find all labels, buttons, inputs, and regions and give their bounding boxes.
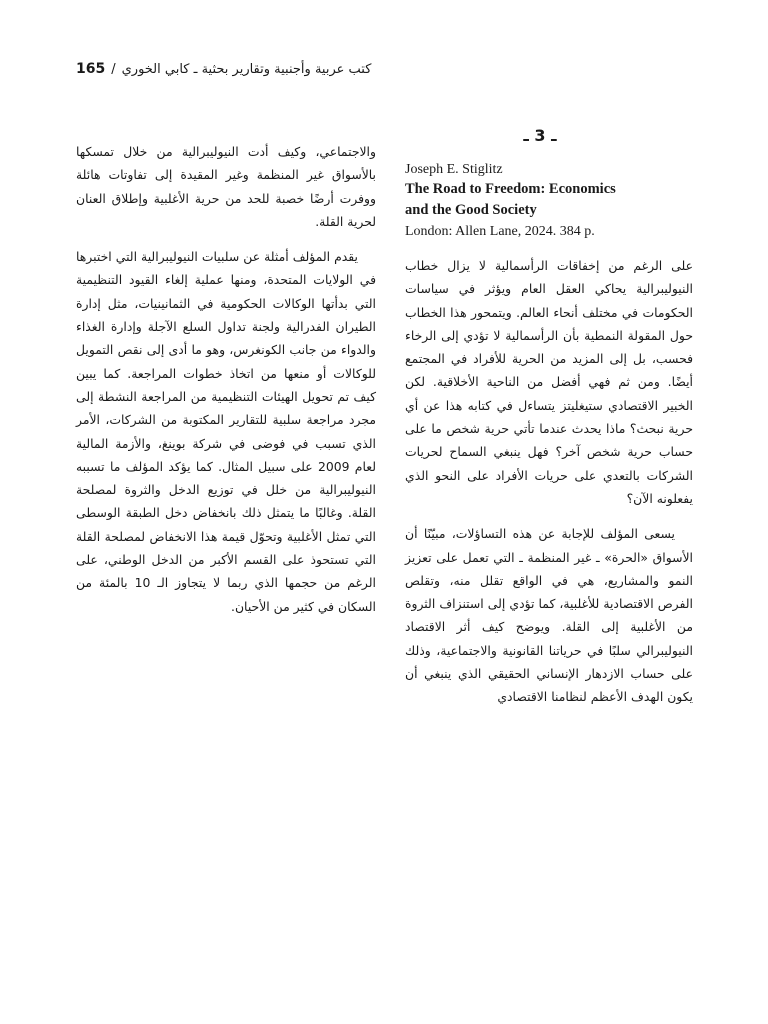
left-column (76, 140, 376, 618)
book-citation (405, 160, 655, 241)
right-paragraph-1: على الرغم من إخفاقات الرأسمالية لا يزال خطاب النيوليبرالية يحاكي العقل العام ويؤثر في سياسات الحكومات في مختلف أنحاء العالم. ويتمحور هذا الخطاب حول المقولة النمطية بأن الرأسمالية لا تؤدي إلى الرخاء فحسب، بل إلى المزيد من الحرية للأفراد في المجتمع أيضًا. ومن ثم فهي أفضل من الناحية الأخلاقية. لكن الخبير الاقتصادي ستيغليتز يتساءل في كتابه هذا عن أي حرية نبحث؟ ماذا يحدث عندما تأتي حرية شخص ما على حساب حرية شخص آخر؟ فهل ينبغي السماح لحريات الشركات بالتعدي على حريات الأفراد على النحو الذي يفعلونه الآن؟ (405, 258, 693, 506)
book-publication: London: Allen Lane, 2024. 384 p. (405, 224, 595, 239)
book-title-line-1: The Road to Freedom: Economics (405, 181, 616, 197)
book-title-line-2: and the Good Society (405, 202, 537, 218)
section-number: ـ 3 ـ (523, 126, 557, 145)
header-separator: / (111, 61, 116, 77)
right-paragraph-2: يسعى المؤلف للإجابة عن هذه التساؤلات، مبيّنًا أن الأسواق «الحرة» ـ غير المنظمة ـ التي تعمل على تعزيز النمو والمشاريع، هي في الواقع تقلل منه، وتقلص الفرص الاقتصادية للأغلبية، كما تؤدي إلى استنزاف الثروة من الأغلبية إلى القلة. ويوضح كيف أثر الاقتصاد النيوليبرالي سلبًا في حرياتنا القانونية والاجتماعية، وذلك على حساب الازدهار الإنساني الحقيقي الذي ينبغي أن يكون الهدف الأعظم لنظامنا الاقتصادي (405, 526, 693, 705)
left-paragraph-1: والاجتماعي، وكيف أدت النيوليبرالية من خلال تمسكها بالأسواق غير المنظمة وغير المقيدة إلى تفاوتات هائلة ووفرت أرضًا خصبة للحد من حرية الأغلبية وإطلاق العنان لحرية القلة. (76, 144, 376, 229)
running-header (76, 58, 412, 80)
book-author: Joseph E. Stiglitz (405, 162, 503, 177)
running-title: كتب عربية وأجنبية وتقارير بحثية ـ كابي الخوري (121, 61, 372, 77)
page-number: 165 (76, 61, 106, 77)
right-column (405, 254, 693, 709)
left-paragraph-2: يقدم المؤلف أمثلة عن سلبيات النيوليبرالية التي اختبرها في الولايات المتحدة، ومنها عملية إلغاء القيود التنظيمية التي بدأتها الوكالات الحكومية في الثمانينيات، مثل إدارة الطيران الفدرالية ولجنة تداول السلع الآجلة وإدارة الغذاء والدواء من جانب الكونغرس، وهو ما أدى إلى نقص التمويل للوكالات أو منعها من اتخاذ خطوات المراجعة. كما يبين كيف تم تحويل الهيئات التنظيمية من المراجعة النشطة إلى مجرد مراجعة سلبية للتقارير المكتوبة من الشركات، الأمر الذي تسبب في فوضى في شركة بوينغ، والأزمة المالية لعام 2009 على سبيل المثال. كما يؤكد المؤلف ما تسببه النيوليبرالية من خلل في توزيع الدخل والثروة لمصلحة القلة. وغالبًا ما يتمثل ذلك بانخفاض دخل الطبقة الوسطى التي تمثل الأغلبية وتحوّل قيمة هذا الانخفاض لمصلحة القلة التي تستحوذ على القسم الأكبر من الدخل الوطني، على الرغم من حجمها الذي ربما لا يتجاوز الـ 10 بالمئة من السكان في كثير من الأحيان. (76, 249, 376, 614)
